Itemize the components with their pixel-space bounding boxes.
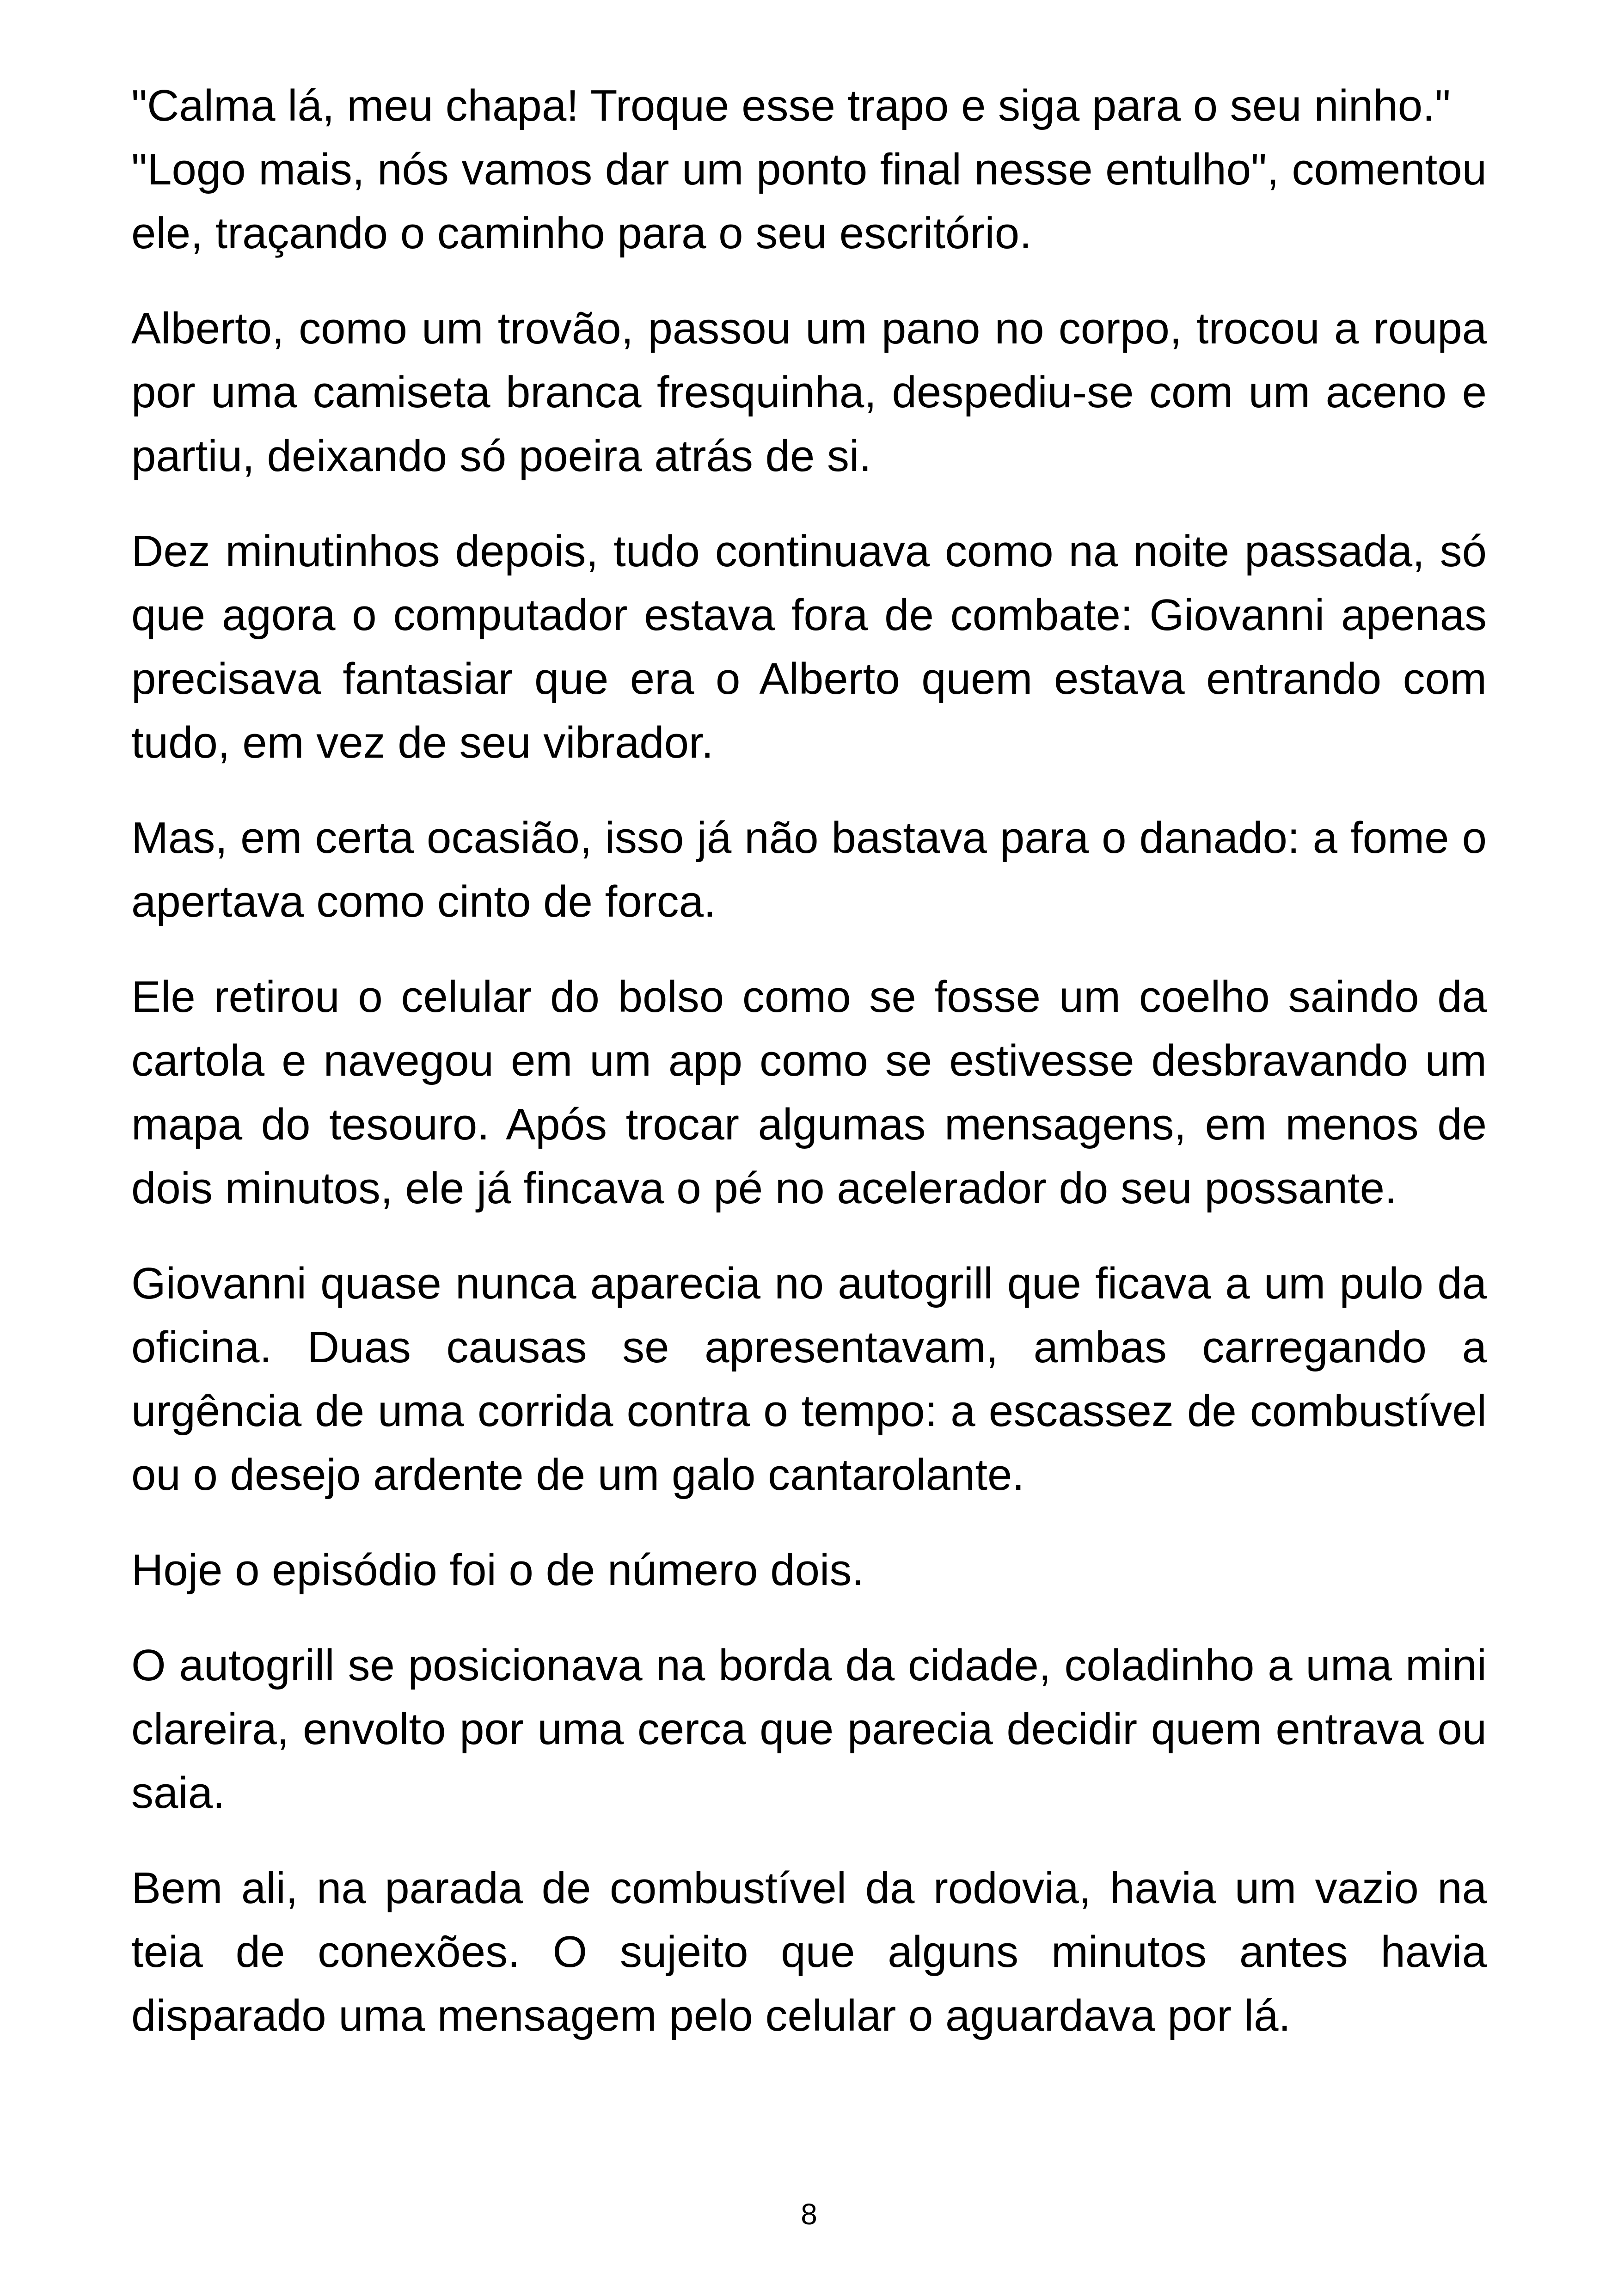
paragraph-8 bbox=[131, 1634, 1487, 1825]
paragraph-line: Mas, em certa ocasião, isso já não bastava para o danado: a fome o apertava como cinto de forca. bbox=[131, 813, 1487, 926]
paragraph-line: Dez minutinhos depois, tudo continuava como na noite passada, só que agora o computador estava fora de combate: Giovanni apenas precisava fantasiar que era o Alberto quem estava entrando com tudo, em vez de seu vibrador. bbox=[131, 527, 1487, 767]
paragraph-line: Ele retirou o celular do bolso como se fosse um coelho saindo da cartola e navegou em um app como se estivesse desbravando um mapa do tesouro. Após trocar algumas mensagens, em menos de dois minutos, ele já fincava o pé no acelerador do seu possante. bbox=[131, 972, 1487, 1213]
paragraph-2 bbox=[131, 297, 1487, 488]
paragraph-line: "Calma lá, meu chapa! Troque esse trapo e siga para o seu ninho." bbox=[131, 81, 1451, 130]
page-number: 8 bbox=[801, 2198, 817, 2231]
paragraph-line: O autogrill se posicionava na borda da cidade, coladinho a uma mini clareira, envolto por uma cerca que parecia decidir quem entrava ou saia. bbox=[131, 1641, 1487, 1818]
paragraph-line: Giovanni quase nunca aparecia no autogrill que ficava a um pulo da oficina. Duas causas se apresentavam, ambas carregando a urgência de uma corrida contra o tempo: a escassez de combustível ou o desejo ardente de um galo cantarolante. bbox=[131, 1259, 1487, 1500]
paragraph-line: "Logo mais, nós vamos dar um ponto final nesse entulho", comentou ele, traçando o caminho para o seu escritório. bbox=[131, 145, 1487, 258]
paragraph-1 bbox=[131, 74, 1487, 265]
paragraph-7 bbox=[131, 1538, 1487, 1602]
body-text bbox=[131, 74, 1487, 2079]
paragraph-5 bbox=[131, 965, 1487, 1220]
paragraph-4 bbox=[131, 806, 1487, 934]
paragraph-3 bbox=[131, 520, 1487, 775]
paragraph-line: Hoje o episódio foi o de número dois. bbox=[131, 1545, 864, 1595]
paragraph-line: Bem ali, na parada de combustível da rodovia, havia um vazio na teia de conexões. O sujeito que alguns minutos antes havia disparado uma mensagem pelo celular o aguardava por lá. bbox=[131, 1863, 1487, 2040]
paragraph-9 bbox=[131, 1856, 1487, 2048]
paragraph-line: Alberto, como um trovão, passou um pano no corpo, trocou a roupa por uma camiseta branca fresquinha, despediu-se com um aceno e partiu, deixando só poeira atrás de si. bbox=[131, 304, 1487, 481]
paragraph-6 bbox=[131, 1252, 1487, 1507]
